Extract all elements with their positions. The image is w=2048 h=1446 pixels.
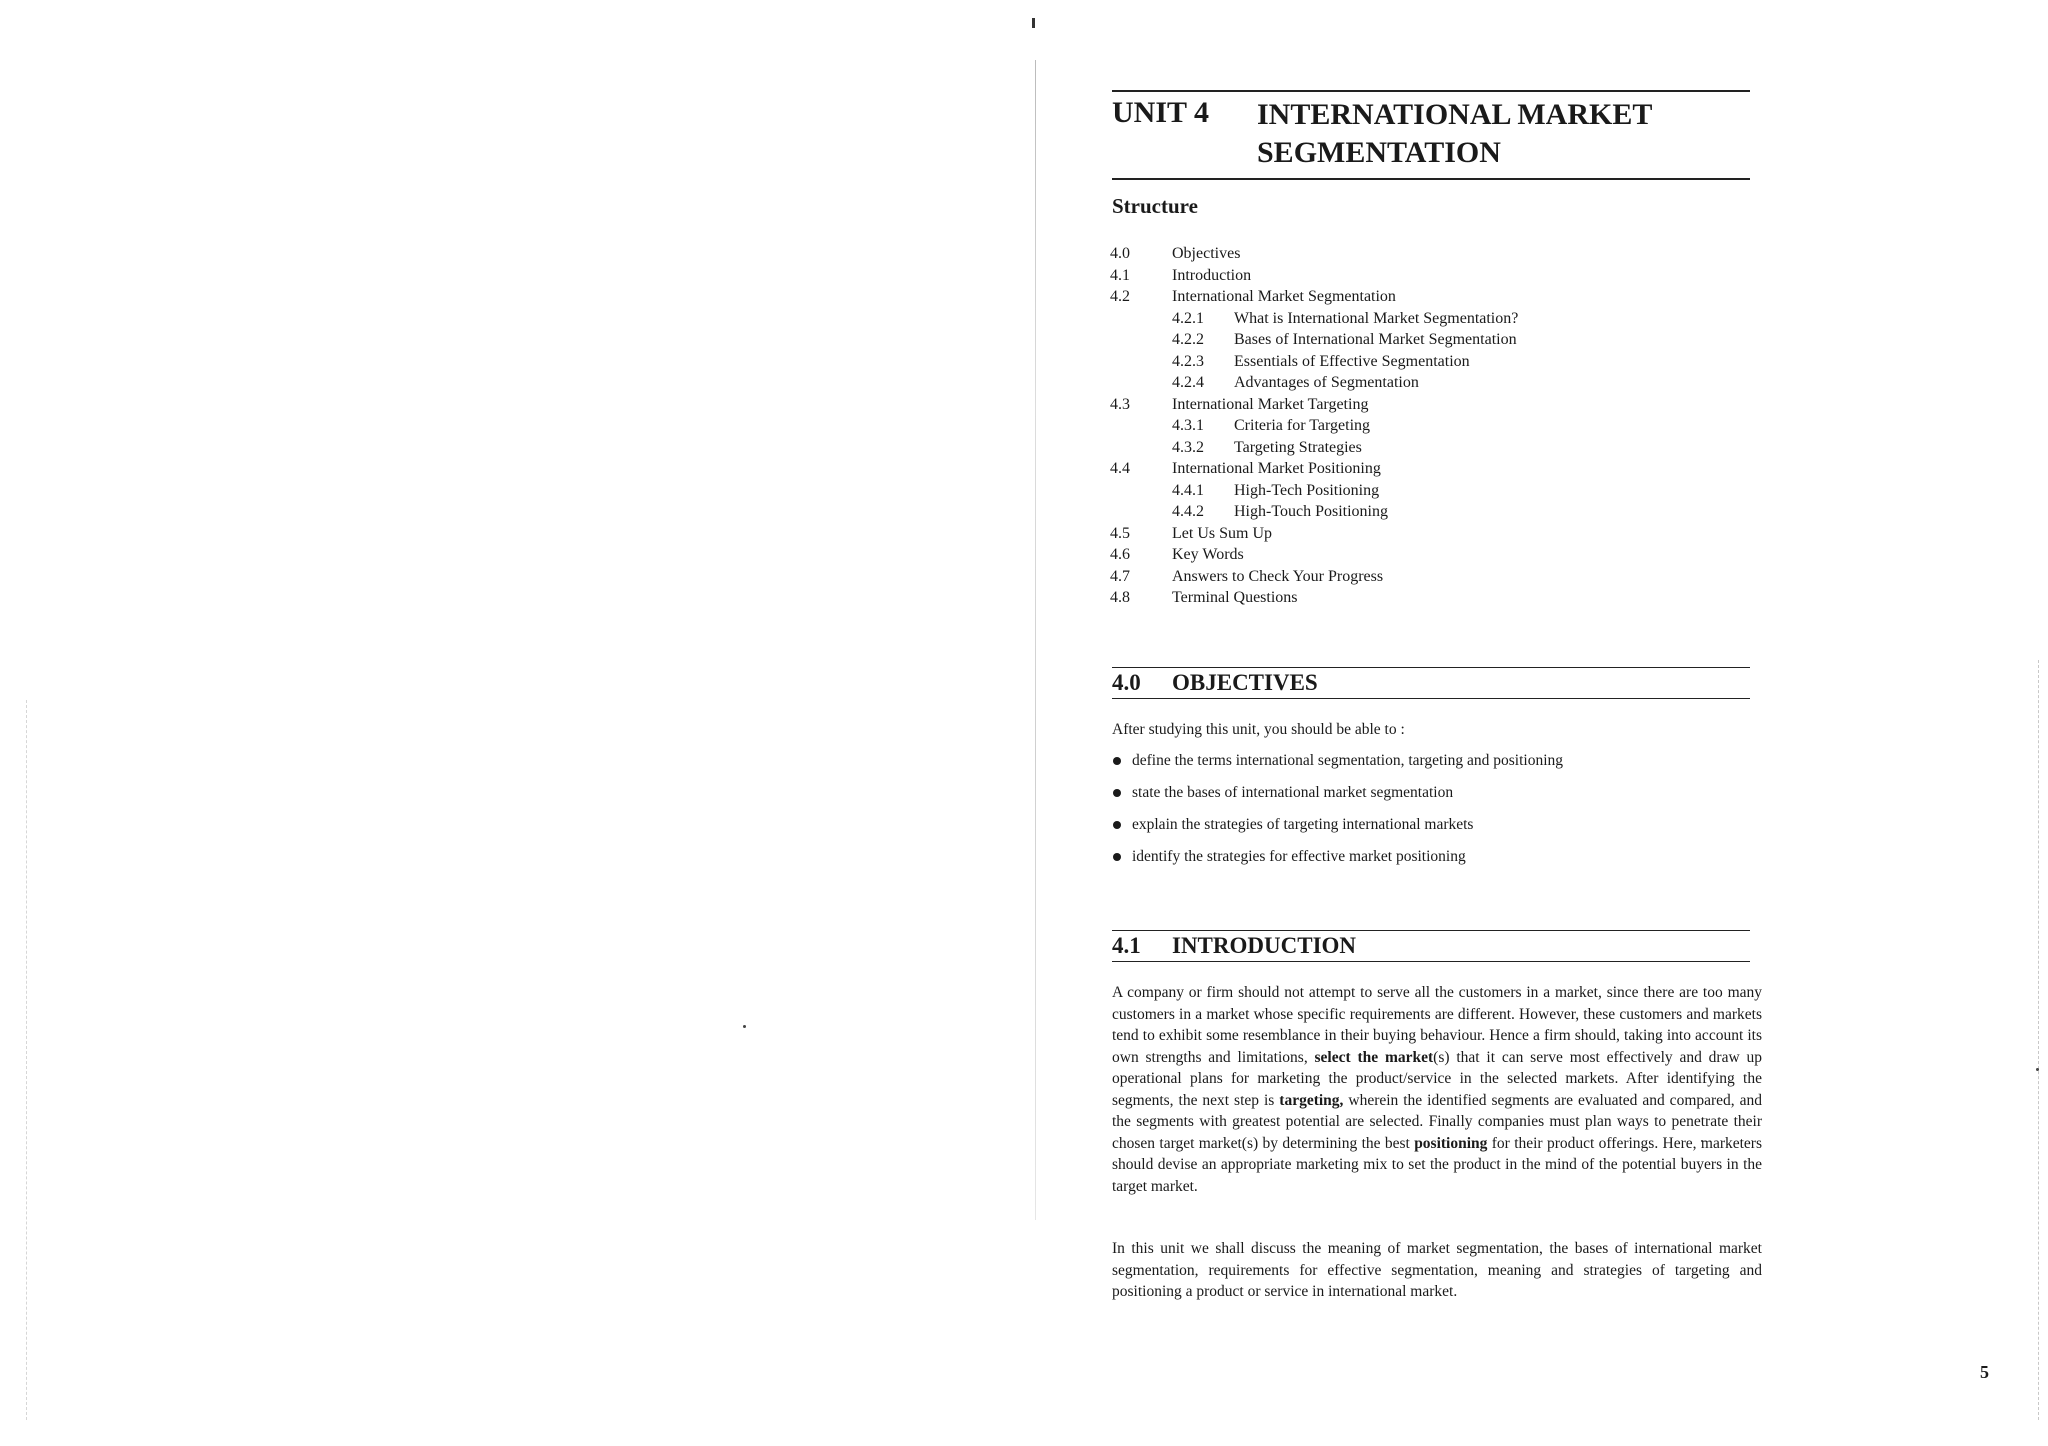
toc-number: 4.3.2 bbox=[1172, 438, 1204, 456]
scan-edge-right bbox=[2038, 660, 2040, 1420]
bullet-icon bbox=[1113, 821, 1121, 829]
toc-label: Answers to Check Your Progress bbox=[1172, 567, 1384, 585]
toc-number: 4.2.1 bbox=[1172, 309, 1204, 327]
toc-label: Let Us Sum Up bbox=[1172, 524, 1272, 542]
section-number: 4.0 bbox=[1112, 670, 1141, 695]
text-run: A company or firm should not attempt to serve all the customers in a market, since there are too many customers in a market whose specific requirements are different. However, these customers and markets tend to exhibit some resemblance in their buying behaviour. Hence a firm should, taking into account its own strengths and limitations, bbox=[1112, 984, 1762, 1066]
toc-number: 4.4.1 bbox=[1172, 481, 1204, 499]
toc-number: 4.2.3 bbox=[1172, 352, 1204, 370]
toc-subitem bbox=[1110, 351, 1750, 373]
table-of-contents bbox=[1110, 243, 1750, 609]
bold-term: positioning bbox=[1414, 1134, 1488, 1152]
toc-subitem bbox=[1110, 329, 1750, 351]
objectives-list bbox=[1112, 750, 1752, 878]
toc-number: 4.4 bbox=[1110, 460, 1130, 477]
toc-label: Introduction bbox=[1172, 266, 1252, 284]
unit-title-line2: SEGMENTATION bbox=[1257, 136, 1501, 169]
objectives-heading bbox=[1112, 667, 1750, 699]
list-item-text: identify the strategies for effective market positioning bbox=[1132, 848, 1466, 865]
list-item bbox=[1112, 750, 1752, 782]
toc-label: International Market Segmentation bbox=[1172, 288, 1396, 305]
introduction-paragraph-1 bbox=[1112, 982, 1762, 1197]
toc-number: 4.4.2 bbox=[1172, 503, 1204, 520]
list-item-text: define the terms international segmentation, targeting and positioning bbox=[1132, 752, 1564, 769]
toc-number: 4.8 bbox=[1110, 589, 1130, 606]
toc-subitem bbox=[1110, 501, 1750, 523]
toc-subitem bbox=[1110, 480, 1750, 502]
scan-speck bbox=[743, 1025, 746, 1028]
text-run: for their product offerings. Here, marketers should devise an appropriate marketing mix to set the product in the mind of the potential buyers in the target market. bbox=[1112, 1134, 1762, 1195]
toc-number: 4.3.1 bbox=[1172, 417, 1204, 434]
list-item bbox=[1112, 814, 1752, 846]
unit-title-line1: INTERNATIONAL MARKET bbox=[1257, 98, 1653, 131]
toc-label: Key Words bbox=[1172, 546, 1244, 563]
toc-label: Targeting Strategies bbox=[1234, 438, 1362, 456]
toc-label: Objectives bbox=[1172, 245, 1241, 262]
toc-label: Terminal Questions bbox=[1172, 589, 1298, 606]
toc-subitem bbox=[1110, 437, 1750, 459]
scan-edge-left bbox=[26, 700, 28, 1420]
toc-label: Essentials of Effective Segmentation bbox=[1234, 352, 1470, 370]
page-number: 5 bbox=[1980, 1362, 1989, 1382]
section-number: 4.1 bbox=[1112, 933, 1141, 958]
toc-item bbox=[1110, 544, 1750, 566]
unit-number: UNIT 4 bbox=[1112, 96, 1209, 129]
toc-item bbox=[1110, 243, 1750, 265]
toc-subitem bbox=[1110, 372, 1750, 394]
scan-speck bbox=[2036, 1068, 2039, 1071]
toc-item bbox=[1110, 286, 1750, 308]
bold-term: select the market bbox=[1314, 1048, 1434, 1066]
toc-label: What is International Market Segmentation? bbox=[1234, 309, 1519, 327]
toc-item bbox=[1110, 587, 1750, 609]
list-item bbox=[1112, 782, 1752, 814]
section-title: INTRODUCTION bbox=[1172, 933, 1357, 958]
toc-label: International Market Positioning bbox=[1172, 460, 1381, 477]
document-page bbox=[1100, 0, 2030, 1446]
bold-term: targeting, bbox=[1279, 1091, 1344, 1109]
introduction-paragraph-2: In this unit we shall discuss the meaning of market segmentation, the bases of international market segmentation, requirements for effective segmentation, meaning and strategies of targeting and positioning a product or service in international market. bbox=[1112, 1240, 1762, 1300]
scan-mark bbox=[1032, 18, 1035, 28]
toc-item bbox=[1110, 566, 1750, 588]
bullet-icon bbox=[1113, 789, 1121, 797]
toc-label: Advantages of Segmentation bbox=[1234, 374, 1419, 391]
toc-number: 4.2 bbox=[1110, 288, 1130, 305]
toc-label: High-Touch Positioning bbox=[1234, 503, 1388, 520]
toc-item bbox=[1110, 394, 1750, 416]
toc-item bbox=[1110, 523, 1750, 545]
toc-label: Criteria for Targeting bbox=[1234, 417, 1371, 434]
list-item-text: state the bases of international market segmentation bbox=[1132, 784, 1454, 801]
toc-number: 4.7 bbox=[1110, 567, 1130, 585]
toc-label: Bases of International Market Segmentation bbox=[1234, 331, 1517, 348]
structure-heading: Structure bbox=[1112, 194, 1198, 218]
toc-item bbox=[1110, 265, 1750, 287]
page-gutter bbox=[1035, 60, 1036, 1220]
objectives-intro: After studying this unit, you should be able to : bbox=[1112, 721, 1405, 738]
toc-subitem bbox=[1110, 415, 1750, 437]
bullet-icon bbox=[1113, 757, 1121, 765]
toc-number: 4.3 bbox=[1110, 395, 1130, 413]
text-run: wherein the identified segments are evaluated and compared, and the segments with greatest potential are selected. Finally companies must plan ways to penetrate their chosen target market(s) by determining the best bbox=[1112, 1091, 1763, 1152]
list-item bbox=[1112, 846, 1752, 878]
bullet-icon bbox=[1113, 853, 1121, 861]
text-run: (s) that it can serve most effectively and draw up operational plans for marketing the product/service in the selected markets. After identifying the segments, the next step is bbox=[1112, 1048, 1762, 1109]
toc-number: 4.5 bbox=[1110, 524, 1130, 542]
toc-number: 4.0 bbox=[1110, 245, 1130, 262]
toc-subitem bbox=[1110, 308, 1750, 330]
toc-number: 4.1 bbox=[1110, 266, 1130, 284]
unit-header bbox=[1112, 90, 1750, 180]
section-title: OBJECTIVES bbox=[1172, 670, 1318, 695]
introduction-heading bbox=[1112, 930, 1750, 962]
toc-number: 4.6 bbox=[1110, 546, 1130, 563]
toc-number: 4.2.4 bbox=[1172, 374, 1204, 391]
toc-number: 4.2.2 bbox=[1172, 331, 1204, 348]
unit-title bbox=[1257, 96, 1737, 172]
toc-label: High-Tech Positioning bbox=[1234, 481, 1380, 499]
list-item-text: explain the strategies of targeting international markets bbox=[1132, 816, 1474, 833]
toc-label: International Market Targeting bbox=[1172, 395, 1369, 413]
toc-item bbox=[1110, 458, 1750, 480]
